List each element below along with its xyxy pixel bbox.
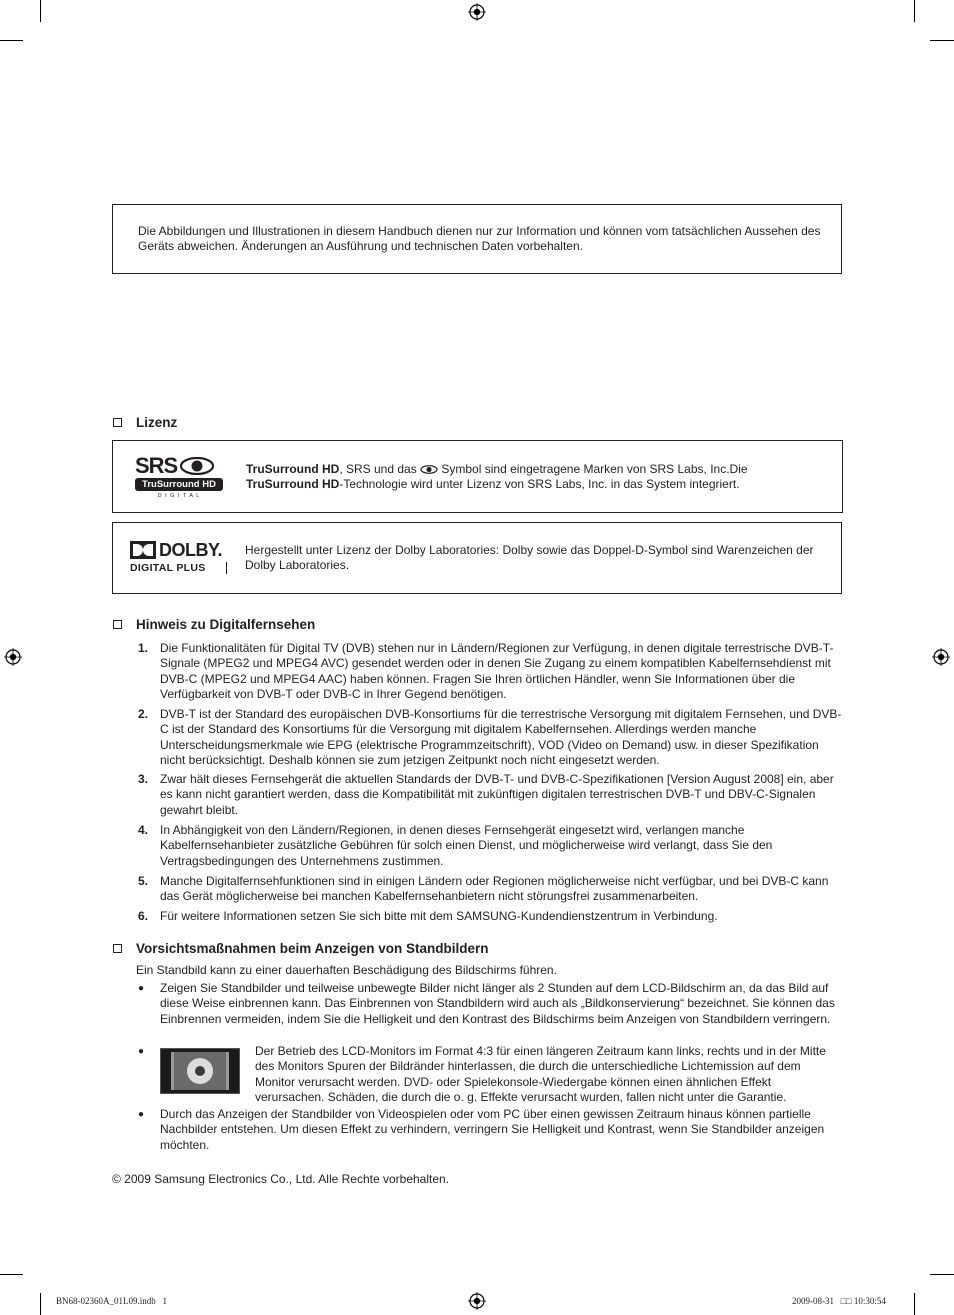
crop-mark [40, 0, 41, 22]
license-heading: Lizenz [113, 415, 177, 430]
srs-logo-digital: D I G I T A L [157, 493, 201, 499]
tv-screen-image [160, 1048, 240, 1094]
srs-license-box [112, 440, 843, 513]
slug-file: BN68-02360A_01L09.indb 1 [56, 1296, 167, 1306]
crop-mark [914, 1293, 915, 1315]
checkbox-square-icon [113, 418, 122, 427]
list-item: 1. Die Funktionalitäten für Digital TV (DVB) stehen nur in Ländern/Regionen zur Verfügung, in denen digitale terrestrische DVB-T-Signale (MPEG2 und MPEG4 AVC) gesendet werden oder in denen Sie Zugang zu einem kompatiblen Kabelfernsehdienst mit DVB-C (MPEG2 und MPEG4 AAC) haben können. Fragen Sie Ihren örtlichen Händler, wenn Sie Informationen über die Verfügbarkeit von DVB-T oder DVB-C in Ihrer Gegend benötigen. [138, 641, 834, 702]
crop-mark [914, 0, 915, 22]
registration-mark-icon [468, 3, 486, 21]
srs-logo-band: TruSurround HD [135, 478, 223, 491]
crop-mark [40, 1293, 41, 1315]
dolby-logo-sub: DIGITAL PLUS [130, 562, 227, 574]
disclaimer-text: Die Abbildungen und Illustrationen in diesem Handbuch dienen nur zur Information und können vom tatsächlichen Aussehen des Geräts abweichen. Änderungen an Ausführung und technischen Daten vorbehalten. [138, 224, 821, 254]
list-item: ● Zeigen Sie Standbilder und teilweise unbewegte Bilder nicht länger als 2 Stunden auf dem LCD-Bildschirm an, da das Bild auf diese Weise einbrennen kann. Das Einbrennen von Standbildern wird auch als „Bildkonservierung“ bezeichnet. Sie können das Einbrennen vermeiden, indem Sie die Helligkeit und den Kontrast des Bildschirms beim Anzeigen von Standbildern verringern. [138, 981, 835, 1026]
double-d-icon [130, 541, 156, 559]
slug-date: 2009-08-31 □□ 10:30:54 [792, 1296, 886, 1306]
registration-mark-icon [468, 1292, 486, 1310]
list-item: 6. Für weitere Informationen setzen Sie sich bitte mit dem SAMSUNG-Kundendienstzentrum in Verbindung. [138, 909, 718, 923]
still-image-heading: Vorsichtsmaßnahmen beim Anzeigen von Standbildern [113, 941, 489, 956]
srs-text: TruSurround HD, SRS und das Symbol sind eingetragene Marken von SRS Labs, Inc.Die TruSurround HD-Technologie wird unter Lizenz von SRS Labs, Inc. in das System integriert. [246, 462, 748, 492]
list-item: 5. Manche Digitalfernsehfunktionen sind in einigen Ländern oder Regionen möglicherweise nicht verfügbar, und bei DVB-C kann das Gerät möglicherweise bei manchen Kabelfernsehanbietern nicht störungsfrei zusammenarbeiten. [138, 874, 829, 904]
crop-mark [0, 40, 23, 41]
copyright: © 2009 Samsung Electronics Co., Ltd. Alle Rechte vorbehalten. [112, 1172, 450, 1186]
registration-mark-icon [4, 648, 22, 666]
srs-logo [135, 455, 225, 499]
list-item: 2. DVB-T ist der Standard des europäischen DVB-Konsortiums für die terrestrische Versorgung mit digitalem Fernsehen, und DVB-C ist der Standard des Konsortiums für die Versorgung mit digitalem Kabelfernsehen. Allerdings werden manche Unterscheidungsmerkmale wie EPG (elektrische Programmzeitschrift), VOD (Video on Demand) usw. in dieser Spezifikation nicht berücksichtigt. Deshalb können sie zum jetzigen Zeitpunkt noch nicht eingesetzt werden. [138, 707, 842, 768]
dolby-text: Hergestellt unter Lizenz der Dolby Laboratories: Dolby sowie das Doppel-D-Symbol sind Warenzeichen der Dolby Laboratories. [245, 543, 814, 573]
still-intro: Ein Standbild kann zu einer dauerhaften Beschädigung des Bildschirms führen. [136, 963, 557, 977]
checkbox-square-icon [113, 944, 122, 953]
dolby-logo [130, 541, 230, 581]
list-item: ● Durch das Anzeigen der Standbilder von Videospielen oder vom PC über einen gewissen Zeitraum hinaus können partielle Nachbilder entstehen. Um diesen Effekt zu verhindern, verringern Sie Helligkeit und Kontrast, wenn Sie Standbilder anzeigen möchten. [138, 1107, 825, 1152]
srs-circle-symbol-icon [179, 457, 215, 475]
srs-inline-symbol-icon [420, 465, 438, 474]
checkbox-square-icon [113, 620, 122, 629]
disclaimer-box [112, 204, 842, 274]
dolby-logo-text: DOLBY. [159, 540, 223, 560]
digital-heading: Hinweis zu Digitalfernsehen [113, 617, 315, 632]
list-item: ● Der Betrieb des LCD-Monitors im Format 4:3 für einen längeren Zeitraum kann links, rechts und in der Mitte des Monitors Spuren der Bildränder hinterlassen, die durch die unterschiedliche Lichtemission auf dem Monitor verursacht werden. DVD- oder Spielekonsole-Wiedergabe können einen ähnlichen Effekt verursachen. Schäden, die durch die o. g. Effekte verursacht wurden, fallen nicht unter die Garantie. [138, 1044, 826, 1105]
crop-mark [930, 1274, 954, 1275]
dolby-license-box [112, 522, 842, 594]
crop-mark [0, 1274, 23, 1275]
list-item: 3. Zwar hält dieses Fernsehgerät die aktuellen Standards der DVB-T- und DVB-C-Spezifikationen [Version August 2008] ein, aber es kann nicht garantiert werden, dass die Kompatibilität mit zukünftigen digitalen terrestrischen DVB-T und DBV-C-Signalen gewahrt bleibt. [138, 772, 834, 817]
crop-mark [930, 40, 954, 41]
srs-logo-text: SRS [135, 453, 178, 478]
registration-mark-icon [932, 648, 950, 666]
list-item: 4. In Abhängigkeit von den Ländern/Regionen, in denen dieses Fernsehgerät eingesetzt wird, verlangen manche Kabelfernsehanbieter zusätzliche Gebühren für solch einen Dienst, und möglicherweise wird verlangt, dass Sie den Vertragsbedingungen des Unternehmens zustimmen. [138, 823, 773, 868]
